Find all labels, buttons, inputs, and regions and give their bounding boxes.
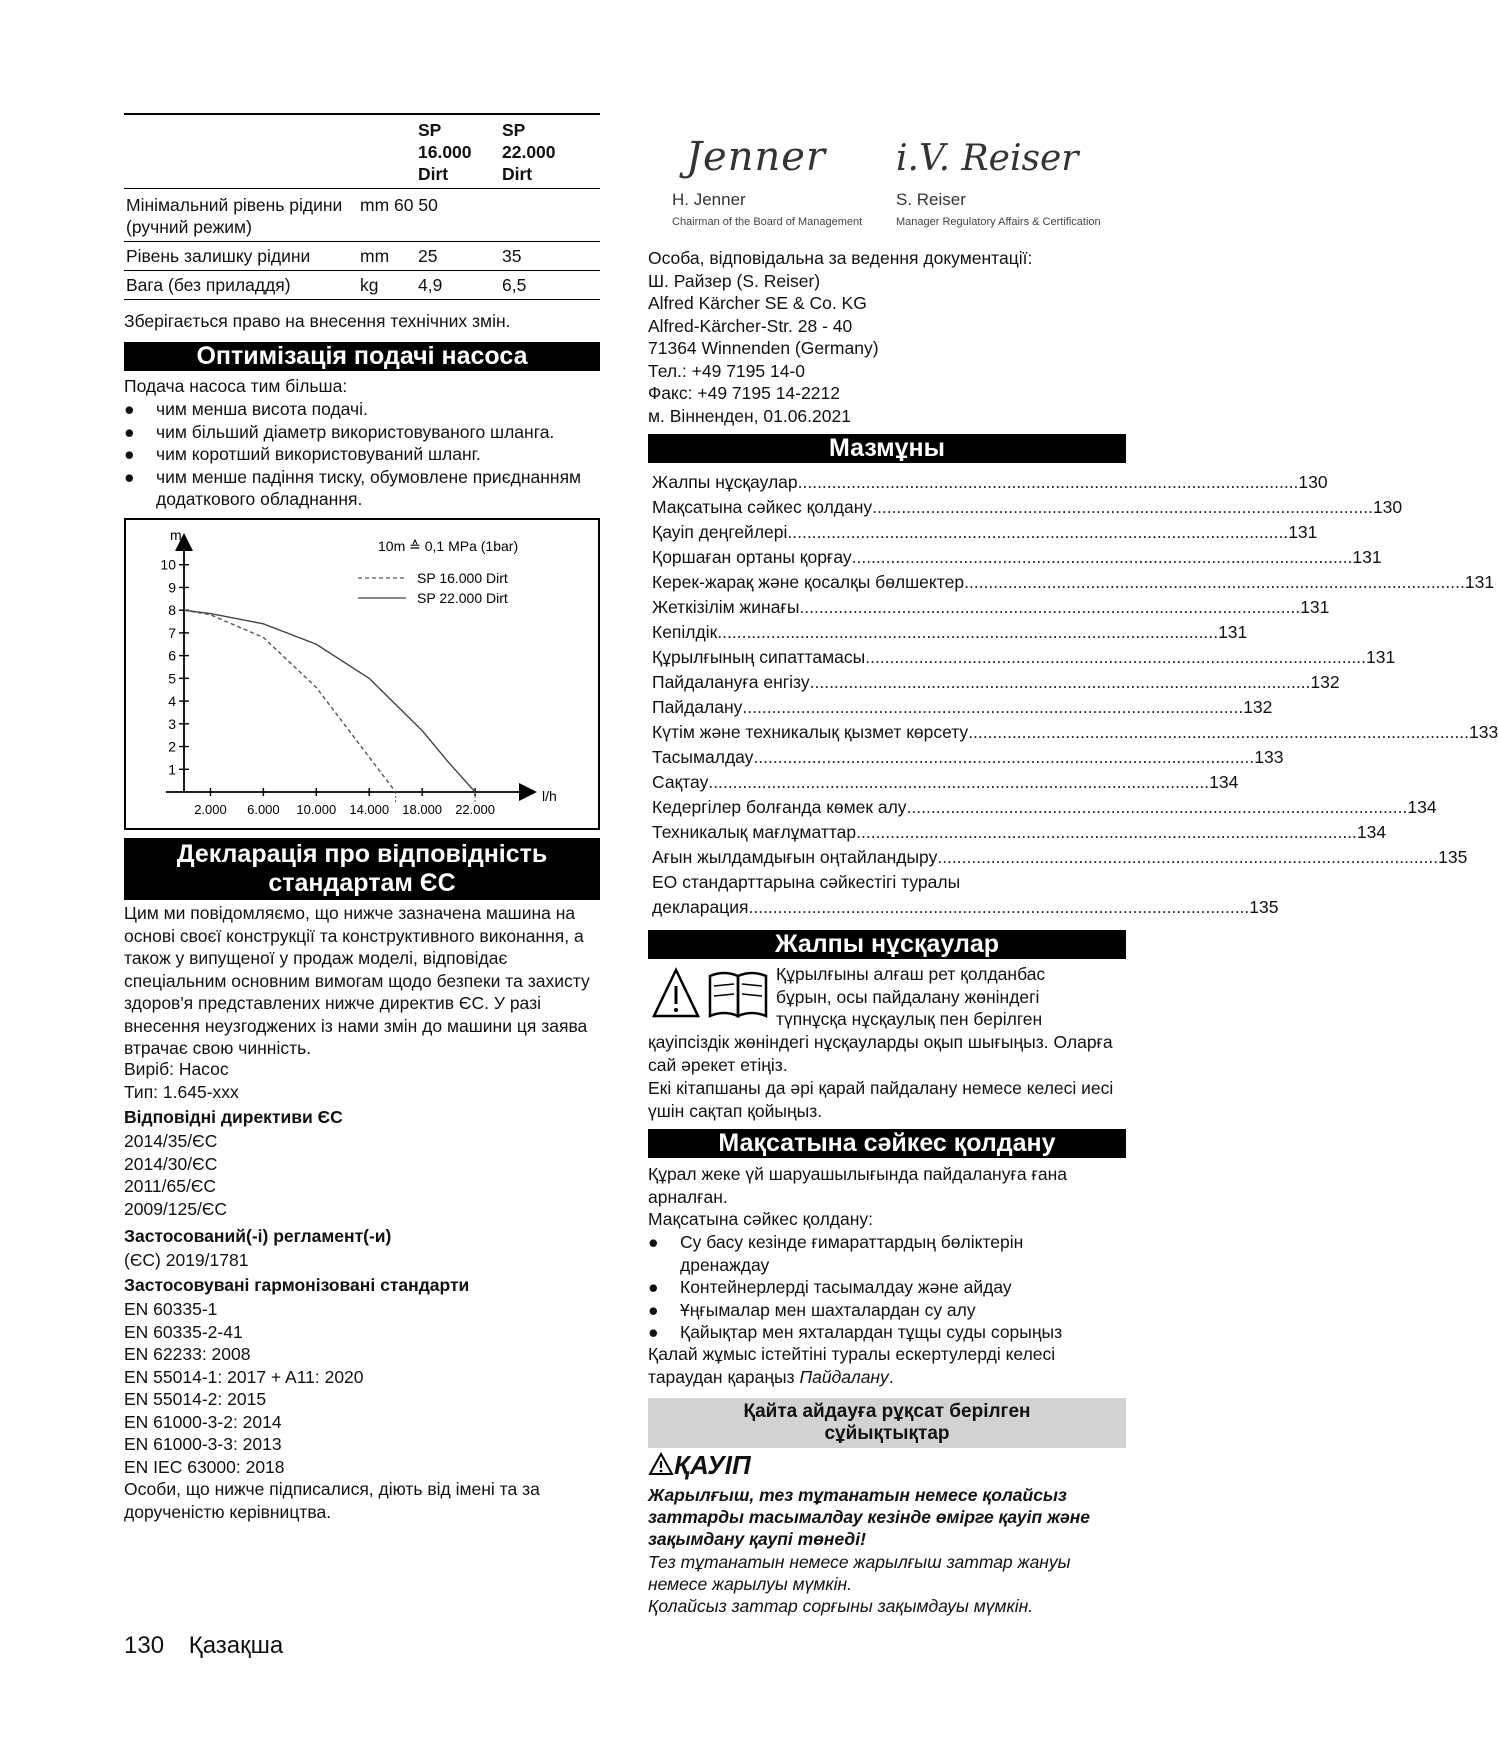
spec-header-16000: SP 16.000 Dirt xyxy=(418,120,472,184)
general-heading: Жалпы нұсқаулар xyxy=(648,930,1126,959)
toc-item-label[interactable]: Сақтау xyxy=(652,772,709,792)
list-item: EN 62233: 2008 xyxy=(124,1344,251,1364)
toc-item-page[interactable]: 135 xyxy=(1249,897,1279,917)
toc-item-label[interactable]: Пайдалануға енгізу xyxy=(652,672,810,692)
decl-type: Тип: 1.645-xxx xyxy=(124,1082,239,1102)
toc-item-page[interactable]: 133 xyxy=(1468,722,1498,742)
general-p2: Екі кітапшаны да әрі қарай пайдалану немесе келесі иесі үшін сақтап қойыңыз. xyxy=(648,1078,1114,1121)
series-line-sp22000 xyxy=(184,610,475,792)
spec-table-top-rule xyxy=(124,113,600,115)
toc-item-label[interactable]: Құрылғының сипаттамасы xyxy=(652,647,866,667)
spec-row-weight: Вага (без приладдя) kg 4,9 6,5 xyxy=(124,271,600,300)
chart-title: 10m ≙ 0,1 MPa (1bar) xyxy=(378,538,519,554)
warning-triangle-icon xyxy=(654,970,698,1016)
toc-leader: ....................................................................................................... xyxy=(937,847,1439,867)
toc-item[interactable] xyxy=(652,520,1318,545)
toc-item-label[interactable]: Пайдалану xyxy=(652,697,743,717)
intended-p3: Қалай жұмыс істейтіні туралы ескертулерді келесі тараудан қараңыз Пайдалану. xyxy=(648,1344,1056,1387)
toc-item-label[interactable]: ЕО стандарттарына сәйкестігі туралы xyxy=(652,872,961,892)
list-item: ● чим менша висота подачі. xyxy=(124,399,368,419)
list-item: EN 55014-2: 2015 xyxy=(124,1389,267,1409)
toc-leader: ....................................................................................................... xyxy=(851,547,1353,567)
manual-book-icon xyxy=(710,973,766,1016)
list-item: EN 61000-3-3: 2013 xyxy=(124,1434,282,1454)
optim-heading: Оптимізація подачі насоса xyxy=(124,342,600,371)
list-item: ● Ұңғымалар мен шахталардан су алу xyxy=(648,1299,976,1320)
toc-item[interactable] xyxy=(652,670,1340,695)
toc-item-page[interactable]: 132 xyxy=(1310,672,1340,692)
y-tick-label: 5 xyxy=(168,670,176,687)
danger-p2: Қолайсыз заттар сорғыны зақымдауы мүмкін. xyxy=(648,1596,1034,1616)
toc-item-label[interactable]: Мақсатына сәйкес қолдану xyxy=(652,497,873,517)
toc-item-page[interactable]: 131 xyxy=(1300,597,1330,617)
general-line-1: Құрылғыны алғаш рет қолданбас xyxy=(776,964,1046,984)
general-rest: қауіпсіздік жөніндегі нұсқауларды оқып шығыңыз. Оларға сай әрекет етіңіз. xyxy=(648,1032,1113,1075)
spec-header-22000: SP 22.000 Dirt xyxy=(502,120,556,184)
spec-note: Зберігається право на внесення технічних змін. xyxy=(124,311,511,331)
toc-item-label[interactable]: Кепілдік xyxy=(652,622,718,642)
y-axis-label: m xyxy=(170,527,182,543)
toc-item-page[interactable]: 130 xyxy=(1372,497,1403,517)
toc-leader: ....................................................................................................... xyxy=(968,722,1469,742)
series-line-sp16000 xyxy=(184,610,396,792)
contact-line: Особа, відповідальна за ведення документації: xyxy=(648,248,1033,268)
toc-item-page[interactable]: 131 xyxy=(1218,622,1248,642)
decl-heading: Декларація про відповідність стандартам ЄС xyxy=(124,838,600,900)
x-tick-label: 14.000 xyxy=(349,802,390,817)
spec-table xyxy=(124,116,600,300)
list-item: EN 60335-1 xyxy=(124,1299,218,1319)
toc-item[interactable] xyxy=(652,770,1239,795)
toc-item-label[interactable]: Қауіп деңгейлері xyxy=(652,522,788,542)
contact-line: Alfred-Kärcher-Str. 28 - 40 xyxy=(648,315,853,336)
toc-item-label[interactable]: Керек-жарақ және қосалқы бөлшектер xyxy=(652,572,965,592)
toc-list xyxy=(652,470,1498,870)
list-item: 2011/65/ЄС xyxy=(124,1176,217,1196)
legend-label-sp22000: SP 22.000 Dirt xyxy=(417,590,508,606)
contact-line: Факс: +49 7195 14-2212 xyxy=(648,383,840,403)
y-tick-label: 6 xyxy=(168,647,176,664)
toc-item-label[interactable]: Тасымалдау xyxy=(652,747,754,767)
standards-list xyxy=(124,1298,364,1478)
toc-leader: ....................................................................................................... xyxy=(753,747,1255,767)
danger-label: ҚАУІП xyxy=(648,1450,751,1481)
list-item: ● чим коротший використовуваний шланг. xyxy=(124,444,481,464)
contact-line: м. Вінненден, 01.06.2021 xyxy=(648,405,851,426)
list-item: 2009/125/ЄС xyxy=(124,1198,228,1219)
toc-item[interactable] xyxy=(652,845,1468,870)
contact-line: 71364 Winnenden (Germany) xyxy=(648,338,879,358)
toc-item[interactable] xyxy=(652,470,1328,495)
contact-line: Alfred Kärcher SE & Co. KG xyxy=(648,293,867,313)
toc-item-label[interactable]: Ағын жылдамдығын оңтайландыру xyxy=(652,847,938,867)
toc-leader: ....................................................................................................... xyxy=(717,622,1219,642)
x-tick-label: 6.000 xyxy=(247,802,280,817)
intended-p1: Құрал жеке үй шаруашылығында пайдалануға ғана арналған. xyxy=(648,1164,1067,1207)
toc-item-page[interactable]: 131 xyxy=(1352,547,1382,567)
contact-block xyxy=(648,247,1126,427)
list-item: 2014/30/ЄС xyxy=(124,1153,218,1174)
toc-leader: ....................................................................................................... xyxy=(748,897,1250,917)
toc-item-page[interactable]: 133 xyxy=(1254,747,1284,767)
toc-item[interactable] xyxy=(652,820,1387,845)
list-item: EN 60335-2-41 xyxy=(124,1321,243,1342)
list-item: EN 55014-1: 2017 + A11: 2020 xyxy=(124,1366,364,1387)
optim-list xyxy=(124,398,600,511)
toc-item[interactable] xyxy=(652,695,1273,720)
signatures-block xyxy=(648,120,1126,240)
list-item: 2014/35/ЄС xyxy=(124,1131,218,1151)
list-item: ● чим менше падіння тиску, обумовлене приєднанням додаткового обладнання. xyxy=(124,466,582,509)
directives-list xyxy=(124,1130,227,1220)
toc-item[interactable] xyxy=(652,720,1498,745)
toc-leader: ....................................................................................................... xyxy=(809,672,1311,692)
footer-language: Қазақша xyxy=(188,1632,284,1659)
pump-curve-chart xyxy=(124,518,600,830)
toc-item[interactable] xyxy=(652,745,1284,770)
page-number: 130 xyxy=(124,1632,165,1659)
signer-role-reiser: Manager Regulatory Affairs & Certification xyxy=(896,216,1101,228)
toc-item-label[interactable]: Жалпы нұсқаулар xyxy=(652,472,798,492)
list-item: ● Контейнерлерді тасымалдау және айдау xyxy=(648,1277,1012,1297)
general-line-2: бұрын, осы пайдалану жөніндегі xyxy=(776,987,1040,1007)
toc-item-page[interactable]: 132 xyxy=(1243,697,1273,717)
intended-list xyxy=(648,1231,1126,1344)
toc-leader: ....................................................................................................... xyxy=(872,497,1373,517)
toc-item[interactable] xyxy=(652,645,1396,670)
general-line-3: түпнұсқа нұсқаулық пен берілген xyxy=(776,1009,1043,1029)
x-tick-label: 2.000 xyxy=(194,802,227,817)
intended-heading: Мақсатына сәйкес қолдану xyxy=(648,1129,1126,1158)
optim-intro: Подача насоса тим більша: xyxy=(124,376,348,396)
toc-leader: ....................................................................................................... xyxy=(787,522,1289,542)
toc-item[interactable] xyxy=(652,620,1248,645)
decl-regulation-title: Застосований(-і) регламент(-и) xyxy=(124,1226,392,1246)
toc-item-last xyxy=(652,870,1279,920)
page-footer xyxy=(124,1632,283,1660)
y-tick-label: 1 xyxy=(168,761,176,778)
signature-reiser: i.V. Reiser xyxy=(896,138,1079,179)
toc-item-page[interactable]: 131 xyxy=(1366,647,1396,667)
legend-label-sp16000: SP 16.000 Dirt xyxy=(417,570,508,586)
toc-item-label[interactable]: Кедергілер болғанда көмек алу xyxy=(652,797,907,817)
toc-leader: ....................................................................................................... xyxy=(964,572,1465,592)
toc-item-label[interactable]: Күтім және техникалық қызмет көрсету xyxy=(652,722,969,742)
decl-directives-title: Відповідні директиви ЄС xyxy=(124,1107,343,1127)
toc-leader: ....................................................................................................... xyxy=(856,822,1357,842)
danger-bold: Жарылғыш, тез тұтанатын немесе қолайсыз заттарды тасымалдау кезінде өмірге қауіп және зақымдану қаупі төнеді! xyxy=(648,1485,1090,1549)
intended-p2: Мақсатына сәйкес қолдану: xyxy=(648,1209,874,1229)
signer-name-jenner: H. Jenner xyxy=(672,190,746,209)
y-tick-label: 10 xyxy=(160,556,176,573)
toc-item-page[interactable]: 135 xyxy=(1438,847,1468,867)
toc-item[interactable] xyxy=(652,495,1403,520)
list-item: ● Су басу кезінде ғимараттардың бөліктерін дренаждау xyxy=(648,1232,1024,1275)
pump-curve-svg xyxy=(126,520,598,828)
spec-header-row xyxy=(124,116,600,189)
toc-item-page[interactable]: 134 xyxy=(1356,822,1387,842)
toc-item-page[interactable]: 134 xyxy=(1209,772,1239,792)
spec-row-min-level: Мінімальний рівень рідини (ручний режим) mm 60 50 xyxy=(124,189,600,242)
y-tick-label: 9 xyxy=(168,579,176,596)
decl-body: Цим ми повідомляємо, що нижче зазначена машина на основі своєї конструкції та конструктивного виконання, а також у випущеної у продаж моделі, відповідає спеціальним основним вимогам щодо безпеки та захисту здоров'я представлених нижче директив ЄС. У разі внесення неузгоджених із нами змін до машини ця заява втрачає свою чинність. xyxy=(124,903,590,1058)
x-axis-label: l/h xyxy=(542,788,557,804)
list-item: EN 61000-3-2: 2014 xyxy=(124,1411,282,1432)
decl-closing: Особи, що нижче підписалися, діють від імені та за дорученістю керівництва. xyxy=(124,1479,540,1522)
toc-leader: ....................................................................................................... xyxy=(797,472,1299,492)
y-tick-label: 8 xyxy=(168,602,176,619)
contact-line: Ш. Райзер (S. Reiser) xyxy=(648,270,821,291)
toc-item[interactable] xyxy=(652,570,1495,595)
x-tick-label: 18.000 xyxy=(402,802,443,817)
warning-triangle-icon xyxy=(648,1452,674,1476)
toc-item-label[interactable]: Техникалық мағлұматтар xyxy=(652,822,857,842)
toc-leader: ....................................................................................................... xyxy=(865,647,1367,667)
toc-item-page[interactable]: 130 xyxy=(1298,472,1328,492)
signer-role-jenner: Chairman of the Board of Management xyxy=(672,216,863,228)
toc-item[interactable] xyxy=(652,545,1382,570)
contact-line: Тел.: +49 7195 14-0 xyxy=(648,360,806,381)
list-item: EN IEC 63000: 2018 xyxy=(124,1456,285,1477)
x-tick-label: 10.000 xyxy=(296,802,337,817)
list-item: ● Қайықтар мен яхталардан тұщы суды сорыңыз xyxy=(648,1322,1063,1342)
y-tick-label: 3 xyxy=(168,715,176,732)
signer-name-reiser: S. Reiser xyxy=(896,190,966,209)
decl-product: Виріб: Насос xyxy=(124,1059,229,1079)
y-tick-label: 2 xyxy=(168,738,176,755)
toc-item-label[interactable]: Қоршаған ортаны қорғау xyxy=(652,547,852,567)
y-tick-label: 7 xyxy=(168,624,176,641)
danger-p1: Тез тұтанатын немесе жарылғыш заттар жануы немесе жарылуы мүмкін. xyxy=(648,1552,1071,1594)
spec-row-residual: Рівень залишку рідини mm 25 35 xyxy=(124,242,600,271)
toc-leader: ....................................................................................................... xyxy=(799,597,1301,617)
toc-item-label[interactable]: Жеткізілім жинағы xyxy=(652,597,800,617)
signature-jenner: Jenner xyxy=(686,134,827,180)
toc-item[interactable] xyxy=(652,595,1330,620)
liquids-heading: Қайта айдауға рұқсат берілген сұйықтықтар xyxy=(648,1398,1126,1448)
toc-item[interactable] xyxy=(652,795,1437,820)
toc-leader: ....................................................................................................... xyxy=(708,772,1210,792)
toc-heading: Мазмұны xyxy=(648,434,1126,463)
decl-standards-title: Застосовувані гармонізовані стандарти xyxy=(124,1275,470,1295)
toc-leader: ....................................................................................................... xyxy=(742,697,1244,717)
toc-item-page[interactable]: 131 xyxy=(1464,572,1495,592)
toc-item-page[interactable]: 131 xyxy=(1288,522,1318,542)
general-icons xyxy=(652,966,772,1020)
list-item: ● чим більший діаметр використовуваного шланга. xyxy=(124,421,555,442)
toc-item-page[interactable]: 134 xyxy=(1407,797,1437,817)
toc-item-label[interactable]: декларация xyxy=(652,897,749,917)
decl-regulation: (ЄС) 2019/1781 xyxy=(124,1250,249,1270)
toc-leader: ....................................................................................................... xyxy=(906,797,1408,817)
intended-p3-link[interactable]: Пайдалану xyxy=(799,1366,889,1387)
x-tick-label: 22.000 xyxy=(455,802,495,817)
y-tick-label: 4 xyxy=(168,693,176,710)
